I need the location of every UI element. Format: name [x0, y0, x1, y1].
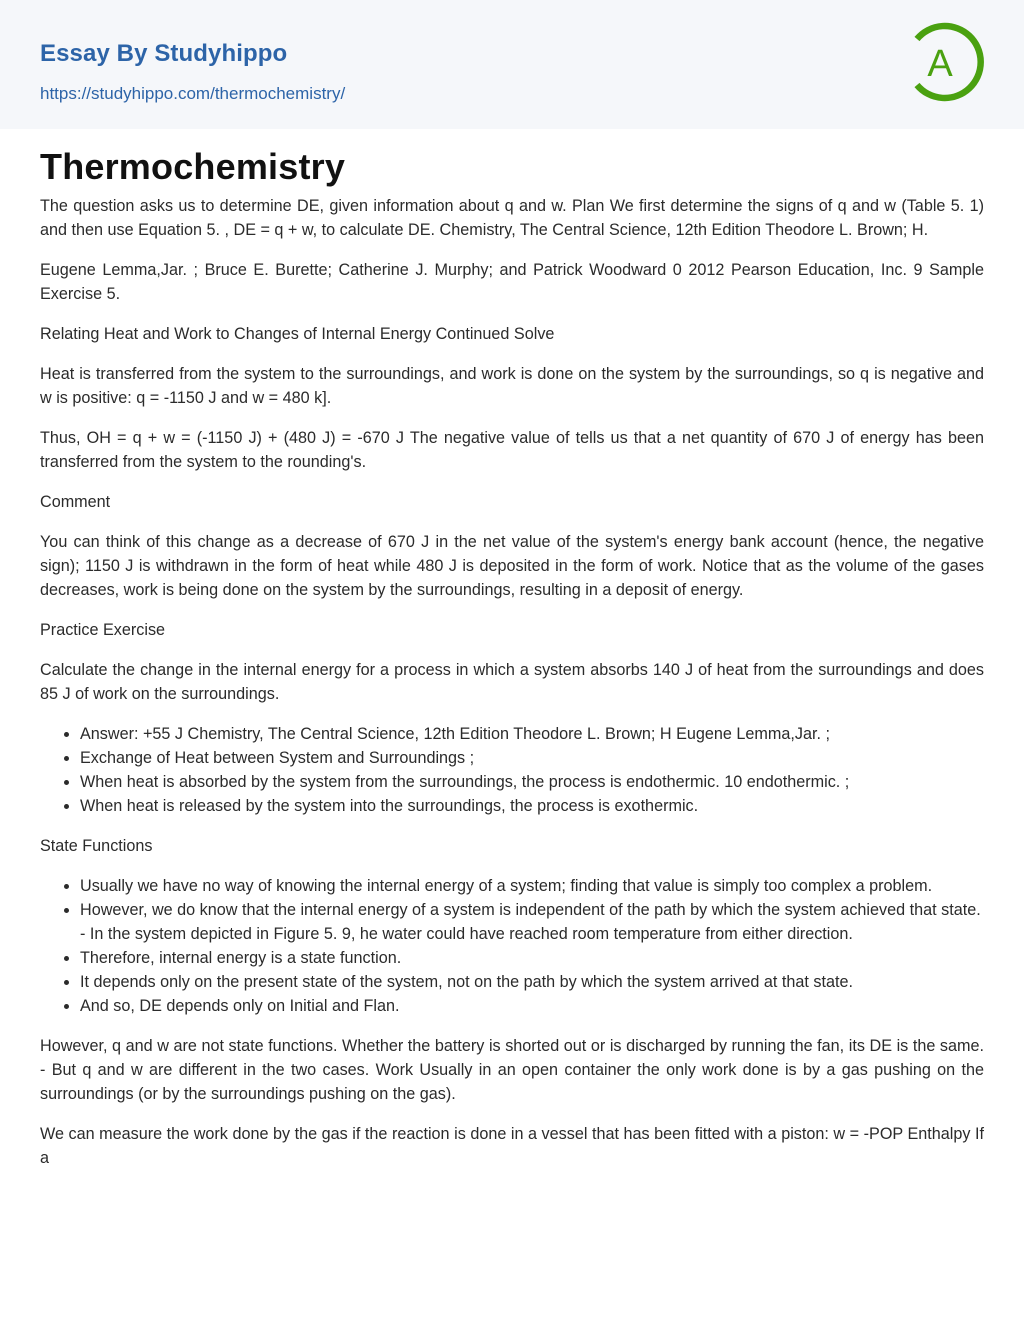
article-body	[40, 194, 984, 1186]
paragraph: We can measure the work done by the gas if the reaction is done in a vessel that has been fitted with a piston: w = -POP Enthalpy If a	[40, 1125, 984, 1167]
paragraph: Calculate the change in the internal energy for a process in which a system absorbs 140 J of heat from the surroundings and does 85 J of work on the surroundings.	[40, 661, 984, 703]
site-brand[interactable]: Essay By Studyhippo	[40, 40, 288, 67]
paragraph: Thus, OH = q + w = (-1150 J) + (480 J) = -670 J The negative value of tells us that a net quantity of 670 J of energy has been transferred from the system to the rounding's.	[40, 429, 984, 471]
section-heading: Practice Exercise	[40, 621, 166, 639]
page-url-link[interactable]: https://studyhippo.com/thermochemistry/	[40, 84, 346, 103]
list-item: • It depends only on the present state of the system, not on the path by which the system arrived at that state.	[80, 970, 984, 994]
bullet-list	[40, 874, 984, 1018]
list-item: • Answer: +55 J Chemistry, The Central Science, 12th Edition Theodore L. Brown; H Eugene Lemma,Jar. ;	[80, 722, 984, 746]
studyhippo-logo-icon[interactable]	[906, 18, 990, 106]
list-item: • When heat is released by the system into the surroundings, the process is exothermic.	[80, 794, 984, 818]
paragraph: The question asks us to determine DE, given information about q and w. Plan We first determine the signs of q and w (Table 5. 1) and then use Equation 5. , DE = q + w, to calculate DE. Chemistry, The Central Science, 12th Edition Theodore L. Brown; H.	[40, 197, 984, 239]
paragraph: You can think of this change as a decrease of 670 J in the net value of the system's energy bank account (hence, the negative sign); 1150 J is withdrawn in the form of heat while 480 J is deposited in the form of work. Notice that as the volume of the gases decreases, work is being done on the system by the surroundings, resulting in a deposit of energy.	[40, 533, 984, 599]
list-item: • Therefore, internal energy is a state function.	[80, 946, 984, 970]
page-title: Thermochemistry	[40, 146, 346, 187]
section-heading: Relating Heat and Work to Changes of Internal Energy Continued Solve	[40, 325, 555, 343]
paragraph: Heat is transferred from the system to the surroundings, and work is done on the system by the surroundings, so q is negative and w is positive: q = -1150 J and w = 480 k].	[40, 365, 984, 407]
section-heading: Comment	[40, 493, 111, 511]
list-item: • Usually we have no way of knowing the internal energy of a system; finding that value is simply too complex a problem.	[80, 874, 984, 898]
list-item: • And so, DE depends only on Initial and Flan.	[80, 994, 984, 1018]
paragraph: However, q and w are not state functions. Whether the battery is shorted out or is discharged by running the fan, its DE is the same. - But q and w are different in the two cases. Work Usually in an open container the only work done is by a gas pushing on the surroundings (or by the surroundings pushing on the gas).	[40, 1037, 984, 1103]
list-item: • However, we do know that the internal energy of a system is independent of the path by which the system achieved that state. - In the system depicted in Figure 5. 9, he water could have reached room temperature from either direction.	[80, 898, 984, 946]
paragraph: Eugene Lemma,Jar. ; Bruce E. Burette; Catherine J. Murphy; and Patrick Woodward 0 2012 Pearson Education, Inc. 9 Sample Exercise 5.	[40, 261, 984, 303]
bullet-list	[40, 722, 984, 818]
list-item: • When heat is absorbed by the system from the surroundings, the process is endothermic. 10 endothermic. ;	[80, 770, 984, 794]
logo-letter: A	[927, 43, 953, 85]
list-item: • Exchange of Heat between System and Surroundings ;	[80, 746, 984, 770]
section-heading: State Functions	[40, 837, 153, 855]
